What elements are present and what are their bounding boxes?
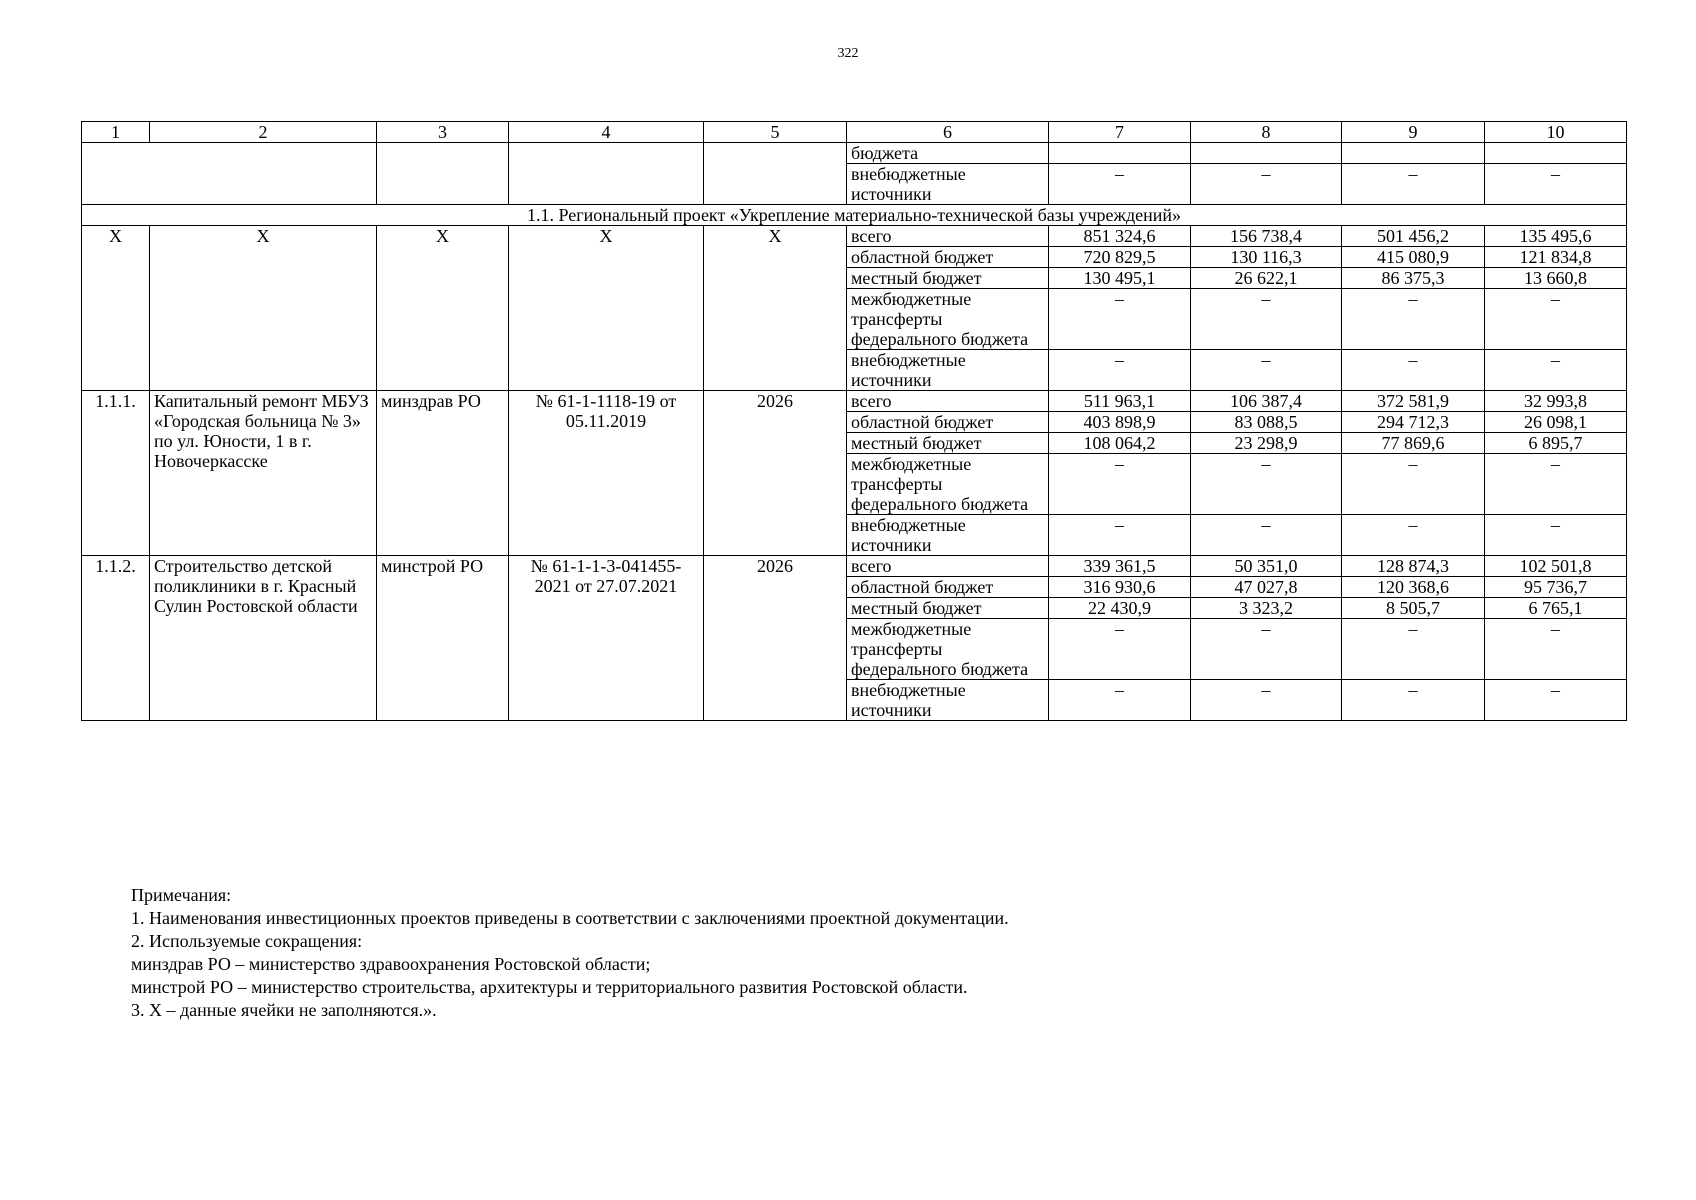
project-row: [82, 556, 1627, 577]
source-label: внебюджетные источники: [847, 350, 1049, 391]
header-cell: 1: [82, 122, 150, 143]
empty-cell: [82, 143, 377, 205]
x-cell: Х: [704, 226, 847, 391]
x-cell: Х: [82, 226, 150, 391]
value-cell: 26 622,1: [1191, 268, 1342, 289]
header-cell: 3: [377, 122, 509, 143]
value-cell: 851 324,6: [1049, 226, 1191, 247]
value-cell: 316 930,6: [1049, 577, 1191, 598]
value-cell: 501 456,2: [1342, 226, 1485, 247]
header-cell: 6: [847, 122, 1049, 143]
value-cell: –: [1342, 164, 1485, 205]
value-cell: –: [1191, 454, 1342, 515]
value-cell: –: [1485, 289, 1627, 350]
source-label: всего: [847, 556, 1049, 577]
value-cell: 6 765,1: [1485, 598, 1627, 619]
value-cell: –: [1049, 164, 1191, 205]
value-cell: –: [1049, 289, 1191, 350]
value-cell: –: [1485, 454, 1627, 515]
value-cell: –: [1342, 515, 1485, 556]
value-cell: –: [1191, 350, 1342, 391]
value-cell: 121 834,8: [1485, 247, 1627, 268]
source-label: межбюджетные трансферты федерального бюджета: [847, 619, 1049, 680]
value-cell: 339 361,5: [1049, 556, 1191, 577]
project-document: № 61-1-1118-19 от 05.11.2019: [509, 391, 704, 556]
source-label: всего: [847, 226, 1049, 247]
value-cell: 120 368,6: [1342, 577, 1485, 598]
value-cell: 511 963,1: [1049, 391, 1191, 412]
value-cell: 102 501,8: [1485, 556, 1627, 577]
value-cell: –: [1049, 619, 1191, 680]
carry-row: [82, 143, 1627, 164]
source-label: всего: [847, 391, 1049, 412]
value-cell: 128 874,3: [1342, 556, 1485, 577]
source-label: межбюджетные трансферты федерального бюджета: [847, 289, 1049, 350]
value-cell: 403 898,9: [1049, 412, 1191, 433]
value-cell: –: [1191, 619, 1342, 680]
value-cell: 156 738,4: [1191, 226, 1342, 247]
value-cell: 32 993,8: [1485, 391, 1627, 412]
value-cell: –: [1485, 680, 1627, 721]
empty-cell: [509, 143, 704, 205]
x-cell: Х: [509, 226, 704, 391]
value-cell: 83 088,5: [1191, 412, 1342, 433]
notes: [131, 884, 1009, 1022]
value-cell: –: [1342, 454, 1485, 515]
notes-heading: Примечания:: [131, 885, 232, 905]
value-cell: –: [1191, 164, 1342, 205]
value-cell: 415 080,9: [1342, 247, 1485, 268]
header-cell: 5: [704, 122, 847, 143]
value-cell: 130 116,3: [1191, 247, 1342, 268]
empty-cell: [377, 143, 509, 205]
value-cell: 3 323,2: [1191, 598, 1342, 619]
source-label: внебюджетные источники: [847, 515, 1049, 556]
value-cell: 130 495,1: [1049, 268, 1191, 289]
source-label: областной бюджет: [847, 577, 1049, 598]
value-cell: [1049, 143, 1191, 164]
source-label: областной бюджет: [847, 412, 1049, 433]
note-line: минздрав РО – министерство здравоохранения Ростовской области;: [131, 954, 651, 974]
value-cell: [1485, 143, 1627, 164]
header-cell: 8: [1191, 122, 1342, 143]
value-cell: 372 581,9: [1342, 391, 1485, 412]
project-executor: минздрав РО: [377, 391, 509, 556]
value-cell: –: [1485, 619, 1627, 680]
value-cell: –: [1342, 680, 1485, 721]
header-cell: 4: [509, 122, 704, 143]
value-cell: –: [1049, 515, 1191, 556]
value-cell: 720 829,5: [1049, 247, 1191, 268]
value-cell: 294 712,3: [1342, 412, 1485, 433]
header-cell: 10: [1485, 122, 1627, 143]
project-number: 1.1.1.: [82, 391, 150, 556]
header-row: [82, 122, 1627, 143]
x-cell: Х: [150, 226, 377, 391]
note-line: 3. Х – данные ячейки не заполняются.».: [131, 1000, 437, 1020]
value-cell: 77 869,6: [1342, 433, 1485, 454]
value-cell: 6 895,7: [1485, 433, 1627, 454]
value-cell: –: [1049, 680, 1191, 721]
value-cell: –: [1049, 350, 1191, 391]
source-label: областной бюджет: [847, 247, 1049, 268]
value-cell: 95 736,7: [1485, 577, 1627, 598]
header-cell: 2: [150, 122, 377, 143]
project-document: № 61-1-1-3-041455-2021 от 27.07.2021: [509, 556, 704, 721]
value-cell: 23 298,9: [1191, 433, 1342, 454]
header-cell: 9: [1342, 122, 1485, 143]
value-cell: 135 495,6: [1485, 226, 1627, 247]
value-cell: –: [1049, 454, 1191, 515]
value-cell: 108 064,2: [1049, 433, 1191, 454]
summary-row: [82, 226, 1627, 247]
source-label: внебюджетные источники: [847, 164, 1049, 205]
budget-table: [81, 121, 1627, 721]
header-cell: 7: [1049, 122, 1191, 143]
project-year: 2026: [704, 391, 847, 556]
source-label: межбюджетные трансферты федерального бюджета: [847, 454, 1049, 515]
value-cell: 22 430,9: [1049, 598, 1191, 619]
value-cell: –: [1342, 619, 1485, 680]
value-cell: –: [1485, 164, 1627, 205]
project-number: 1.1.2.: [82, 556, 150, 721]
value-cell: 86 375,3: [1342, 268, 1485, 289]
section-row: [82, 205, 1627, 226]
x-cell: Х: [377, 226, 509, 391]
value-cell: 26 098,1: [1485, 412, 1627, 433]
value-cell: –: [1485, 350, 1627, 391]
value-cell: –: [1191, 680, 1342, 721]
project-year: 2026: [704, 556, 847, 721]
value-cell: 47 027,8: [1191, 577, 1342, 598]
source-label: внебюджетные источники: [847, 680, 1049, 721]
note-line: 1. Наименования инвестиционных проектов приведены в соответствии с заключениями проектной документации.: [131, 908, 1009, 928]
value-cell: 13 660,8: [1485, 268, 1627, 289]
value-cell: –: [1342, 350, 1485, 391]
project-row: [82, 391, 1627, 412]
note-line: минстрой РО – министерство строительства, архитектуры и территориального развития Ростовской области.: [131, 977, 968, 997]
source-label: местный бюджет: [847, 433, 1049, 454]
project-name: Строительство детской поликлиники в г. Красный Сулин Ростовской области: [150, 556, 377, 721]
source-label: местный бюджет: [847, 268, 1049, 289]
value-cell: –: [1485, 515, 1627, 556]
value-cell: 106 387,4: [1191, 391, 1342, 412]
source-label: местный бюджет: [847, 598, 1049, 619]
project-name: Капитальный ремонт МБУЗ «Городская больница № 3» по ул. Юности, 1 в г. Новочеркасске: [150, 391, 377, 556]
value-cell: –: [1191, 289, 1342, 350]
page-number: 322: [837, 46, 859, 61]
value-cell: [1191, 143, 1342, 164]
value-cell: –: [1342, 289, 1485, 350]
empty-cell: [704, 143, 847, 205]
value-cell: 50 351,0: [1191, 556, 1342, 577]
project-executor: минстрой РО: [377, 556, 509, 721]
value-cell: 8 505,7: [1342, 598, 1485, 619]
value-cell: [1342, 143, 1485, 164]
note-line: 2. Используемые сокращения:: [131, 931, 363, 951]
section-title: 1.1. Региональный проект «Укрепление материально-технической базы учреждений»: [82, 205, 1627, 226]
value-cell: –: [1191, 515, 1342, 556]
source-label: бюджета: [847, 143, 1049, 164]
